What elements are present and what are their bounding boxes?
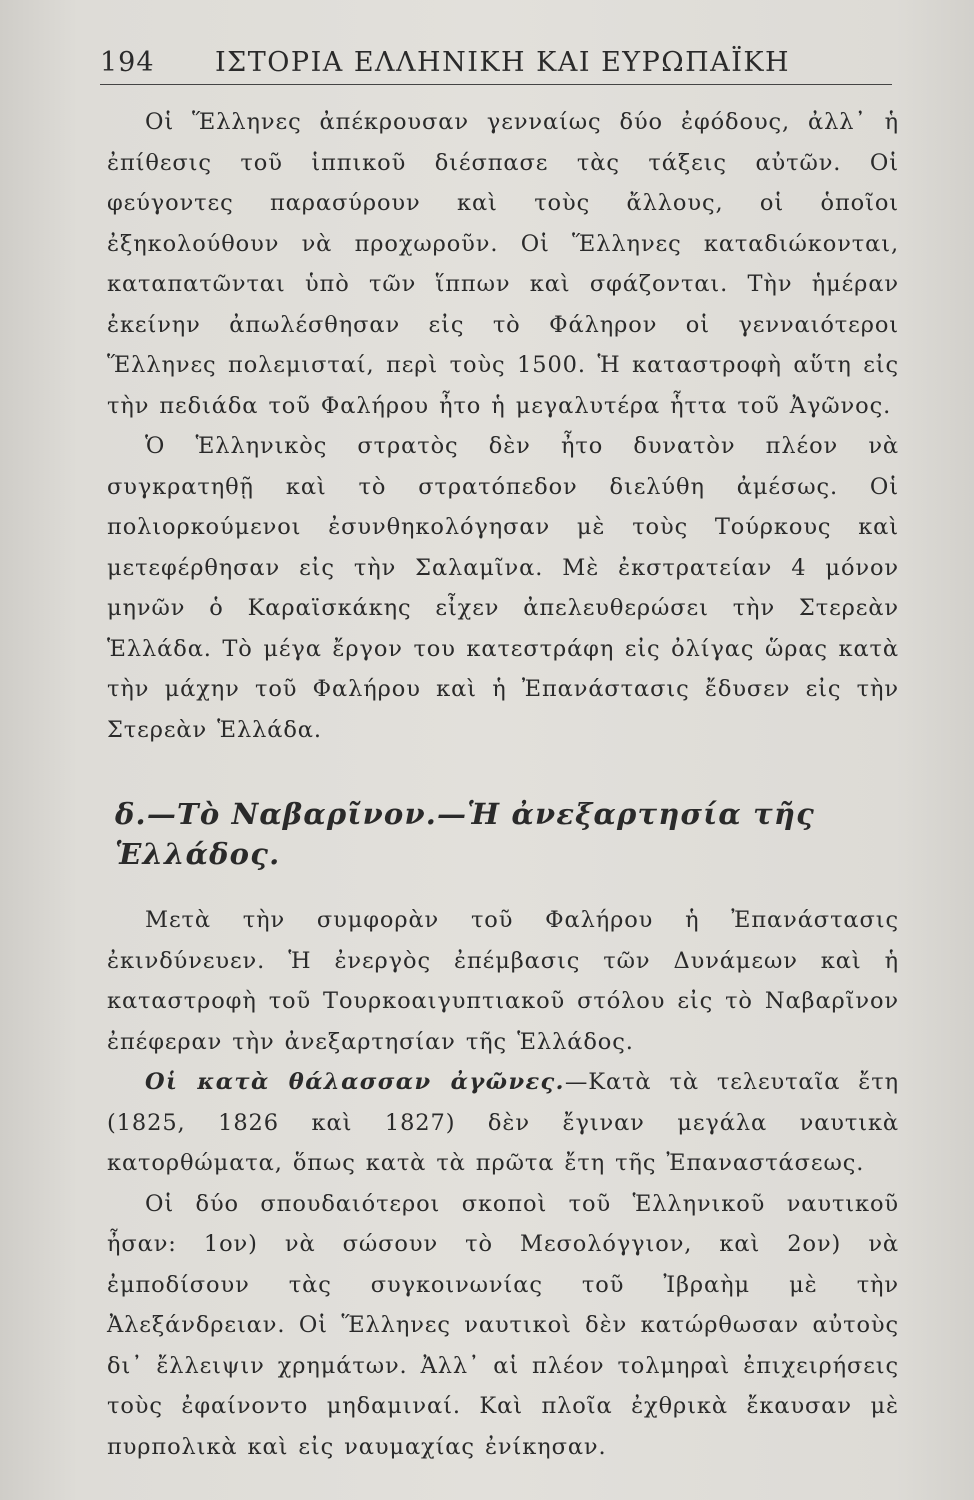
paragraph-battle-phaleron: Οἱ Ἕλληνες ἀπέκρουσαν γενναίως δύο ἐφόδους, ἀλλ᾽ ἡ ἐπίθεσις τοῦ ἱππικοῦ διέσπασε τὰς τάξεις αὐτῶν. Οἱ φεύγοντες παρασύρουν καὶ τοὺς ἄλλους, οἱ ὁποῖοι ἐξηκολούθουν νὰ προχωροῦν. Οἱ Ἕλληνες καταδιώκονται, καταπατῶνται ὑπὸ τῶν ἵππων καὶ σφάζονται. Τὴν ἡμέραν ἐκείνην ἀπωλέσθησαν εἰς τὸ Φάληρον οἱ γενναιότεροι Ἕλληνες πολεμισταί, περὶ τοὺς 1500. Ἡ καταστροφὴ αὕτη εἰς τὴν πεδιάδα τοῦ Φαλήρου ἦτο ἡ μεγαλυτέρα ἧττα τοῦ Ἀγῶνος. bbox=[107, 109, 899, 419]
page-header bbox=[100, 40, 892, 85]
paragraph-lead-text: —Κατὰ τὰ τελευταῖα ἔτη (1825, 1826 καὶ 1827) δὲν ἔγιναν μεγάλα ναυτικὰ κατορθώματα, ὅπως κατὰ τὰ πρῶτα ἔτη τῆς Ἐπαναστάσεως. bbox=[107, 1069, 899, 1176]
page-number: 194 bbox=[100, 47, 155, 78]
running-title: ΙΣΤΟΡΙΑ ΕΛΛΗΝΙΚΗ ΚΑΙ ΕΥΡΩΠΑΪΚΗ bbox=[215, 47, 791, 78]
section-heading: δ.—Τὸ Ναβαρῖνον.—Ἡ ἀνεξαρτησία τῆς Ἑλλάδος. bbox=[115, 797, 816, 871]
paragraph-army-dissolved: Ὁ Ἑλληνικὸς στρατὸς δὲν ἦτο δυνατὸν πλέον νὰ συγκρατηθῇ καὶ τὸ στρατόπεδον διελύθη ἀμέσως. Οἱ πολιορκούμενοι ἐσυνθηκολόγησαν μὲ τοὺς Τούρκους καὶ μετεφέρθησαν εἰς τὴν Σαλαμῖνα. Μὲ ἐκστρατείαν 4 μόνον μηνῶν ὁ Καραϊσκάκης εἶχεν ἀπελευθερώσει τὴν Στερεὰν Ἑλλάδα. Τὸ μέγα ἔργον του κατεστράφη εἰς ὀλίγας ὥρας κατὰ τὴν μάχην τοῦ Φαλήρου καὶ ἡ Ἐπανάστασις ἔδυσεν εἰς τὴν Στερεὰν Ἑλλάδα. bbox=[107, 433, 899, 743]
paragraph-naval-struggles bbox=[107, 1062, 899, 1184]
body-text bbox=[107, 102, 899, 1467]
paragraph-after-heading: Μετὰ τὴν συμφορὰν τοῦ Φαλήρου ἡ Ἐπανάστασις ἐκινδύνευεν. Ἡ ἐνεργὸς ἐπέμβασις τῶν Δυνάμεων καὶ ἡ καταστροφὴ τοῦ Τουρκοαιγυπτιακοῦ στόλου εἰς τὸ Ναβαρῖνον ἐπέφεραν τὴν ἀνεξαρτησίαν τῆς Ἑλλάδος. bbox=[107, 907, 899, 1055]
paragraph-lead-title: Οἱ κατὰ θάλασσαν ἀγῶνες. bbox=[145, 1069, 565, 1095]
paragraph-naval-goals: Οἱ δύο σπουδαιότεροι σκοποὶ τοῦ Ἑλληνικοῦ ναυτικοῦ ἦσαν: 1ον) νὰ σώσουν τὸ Μεσολόγγιον, καὶ 2ον) νὰ ἐμποδίσουν τὰς συγκοινωνίας τοῦ Ἰβραὴμ μὲ τὴν Ἀλεξάνδρειαν. Οἱ Ἕλληνες ναυτικοὶ δὲν κατώρθωσαν αὐτοὺς δι᾽ ἔλλειψιν χρημάτων. Ἀλλ᾽ αἱ πλέον τολμηραὶ ἐπιχειρήσεις τοὺς ἐφαίνοντο μηδαμιναί. Καὶ πλοῖα ἐχθρικὰ ἔκαυσαν μὲ πυρπολικὰ καὶ εἰς ναυμαχίας ἐνίκησαν. bbox=[107, 1190, 899, 1460]
